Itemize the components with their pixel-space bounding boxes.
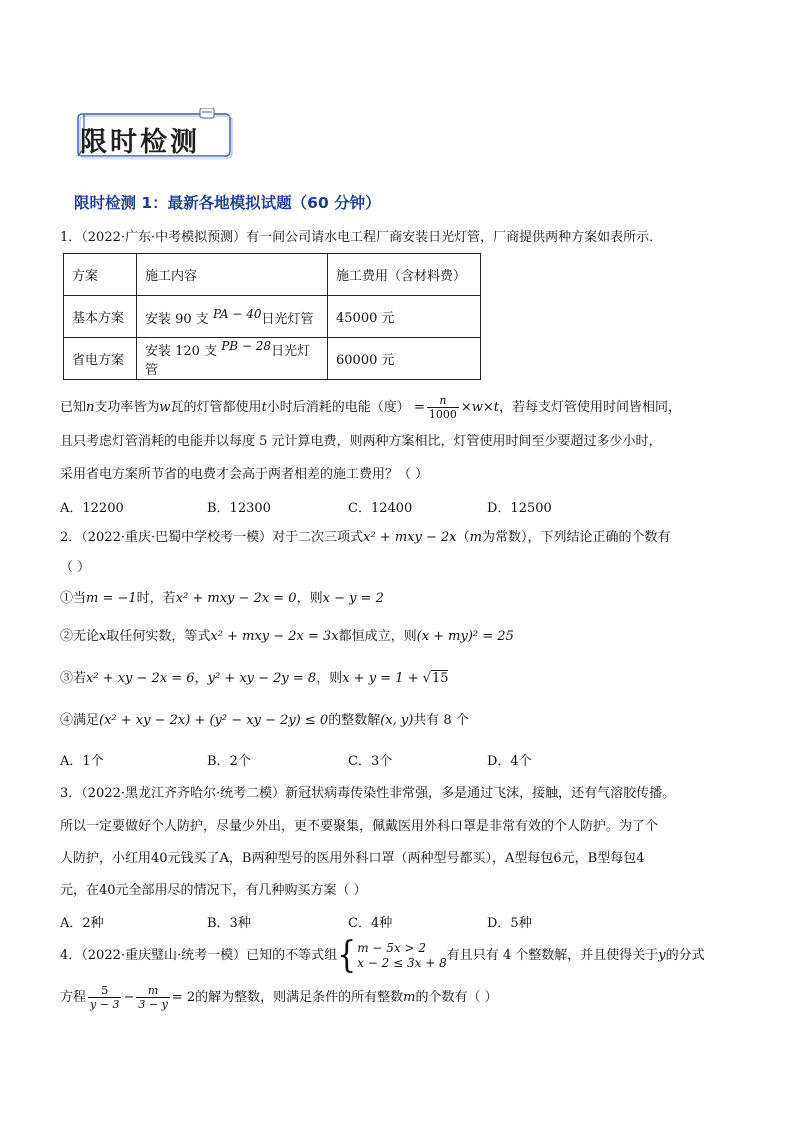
math-expression: x² + mxy − 2x = 0 [175, 591, 297, 606]
text: 取任何实数，等式 [106, 629, 211, 644]
q3-option-d: D．5种 [487, 916, 532, 931]
q2-answer-paren: （ ） [60, 560, 91, 575]
text: 共有 8 个 [413, 713, 469, 728]
var-m: m [403, 990, 416, 1005]
text: ②无论 [60, 629, 100, 644]
inequality-2: x − 2 ≤ 3x + 8 [357, 955, 447, 970]
q2-stem [60, 529, 670, 547]
text: 有且只有 4 个整数解，并且使得关于 [446, 948, 659, 963]
math-expression: x − y = 2 [322, 591, 384, 606]
text: 2．（2022·重庆·巴蜀中学校考一模）对于二次三项式 [60, 530, 364, 545]
fraction-1 [88, 984, 121, 1011]
table-cell-cost: 45000 元 [328, 296, 481, 338]
fraction-numerator: 5 [88, 984, 121, 998]
plan-table [63, 253, 481, 380]
q2-option-a: A．1个 [60, 754, 104, 769]
content-prefix: 安装 90 支 [145, 311, 209, 327]
text: ①当 [60, 591, 87, 606]
formula-rest: ×w×t [460, 400, 499, 415]
math-expression: x² + mxy − 2x = 3x [210, 629, 339, 644]
table-header-cell: 施工内容 [137, 254, 328, 296]
fraction-numerator: m [136, 984, 169, 998]
text: ④满足 [60, 713, 100, 728]
var-n: n [86, 400, 95, 415]
table-cell-content [137, 338, 328, 380]
q1-option-b: B．12300 [207, 501, 271, 516]
text: 的解为整数，则满足条件的所有整数 [195, 990, 404, 1005]
math-expression: (x, y) [380, 713, 414, 728]
equals-two: = 2 [171, 990, 196, 1005]
text: 方程 [60, 990, 87, 1005]
math-expression: m = −1 [86, 591, 137, 606]
lamp-model: PA − 40 [212, 306, 262, 321]
fraction-numerator: n [427, 394, 459, 408]
left-brace: { [337, 933, 357, 976]
table-row [64, 338, 481, 380]
inequality-system [357, 941, 447, 971]
var-y: y [658, 948, 666, 963]
text: 瓦的灯管都使用 [170, 400, 262, 415]
fraction-denominator: 3 − y [138, 998, 168, 1011]
fraction-2 [136, 984, 169, 1011]
math-expression: x + y = 1 + [342, 671, 423, 686]
content-prefix: 安装 120 支 [145, 344, 218, 359]
fraction-denominator: 1000 [428, 408, 457, 421]
section-title: 限时检测 1：最新各地模拟试题（60 分钟） [74, 194, 381, 212]
q3-line-3: 人防护，小红用40元钱买了A，B两种型号的医用外科口罩（两种型号都买），A型每包6元，B型每包4 [60, 851, 645, 866]
q1-text-line1 [60, 394, 681, 421]
banner-title: 限时检测 [80, 127, 200, 158]
q2-option-d: D．4个 [487, 754, 532, 769]
text: ③若 [60, 671, 87, 686]
text: 的整数解 [328, 713, 381, 728]
var-t: t [261, 400, 267, 415]
table-row [64, 296, 481, 338]
content-suffix: 日光灯管 [261, 311, 314, 327]
fraction-denominator: y − 3 [90, 998, 120, 1011]
q2-statement-2 [60, 628, 514, 646]
inequality-1: m − 5x > 2 [357, 940, 427, 955]
q3-line-1: 3．（2022·黑龙江齐齐哈尔·统考二模）新冠状病毒传染性非常强，多是通过飞沫，接触，还有气溶胶传播。 [60, 786, 676, 801]
q2-statement-4 [60, 712, 469, 730]
table-cell-plan: 省电方案 [64, 338, 137, 380]
q1-option-a: A．12200 [60, 501, 124, 516]
var-x: x [99, 629, 107, 644]
q1-text-line2: 且只考虑灯管消耗的电能并以每度 5 元计算电费，则两种方案相比，灯管使用时间至少要超过多少小时， [60, 434, 662, 449]
text: 时，若 [136, 591, 176, 606]
math-expression: (x² + xy − 2x) + (y² − xy − 2y) ≤ 0 [99, 713, 329, 728]
text: （ [456, 530, 470, 545]
q4-stem [60, 933, 705, 976]
table-header-cell: 方案 [64, 254, 137, 296]
text: ，则 [296, 591, 323, 606]
var-m: m [469, 530, 482, 545]
text: 已知 [60, 400, 87, 415]
equals-sign: = [413, 400, 425, 415]
minus-sign: − [123, 990, 135, 1005]
text: 支功率皆为 [94, 400, 160, 415]
table-cell-plan: 基本方案 [64, 296, 137, 338]
energy-fraction [427, 394, 459, 421]
text: ， [194, 671, 208, 686]
math-expression: (x + my)² = 25 [416, 629, 514, 644]
text: 为常数），下列结论正确的个数有 [481, 530, 671, 545]
table-cell-content [137, 296, 328, 338]
sqrt-symbol: √ [422, 671, 431, 686]
text: ，则 [316, 671, 343, 686]
q2-option-b: B．2个 [207, 754, 251, 769]
q2-statement-3 [60, 670, 448, 688]
q3-option-a: A．2种 [60, 916, 104, 931]
q1-option-c: C．12400 [348, 501, 413, 516]
text: 的分式 [665, 948, 705, 963]
polynomial-expression: x² + mxy − 2x [363, 530, 457, 545]
q3-option-b: B．3种 [207, 916, 251, 931]
text: 小时后消耗的电能（度） [266, 400, 410, 415]
table-cell-cost: 60000 元 [328, 338, 481, 380]
text: 都恒成立，则 [338, 629, 417, 644]
q3-line-4: 元，在40元全部用尽的情况下，有几种购买方案（ ） [60, 883, 367, 898]
table-header-cell: 施工费用（含材料费） [328, 254, 481, 296]
q3-line-2: 所以一定要做好个人防护，尽量少外出，更不要聚集，佩戴医用外科口罩是非常有效的个人防护。为了个 [60, 819, 659, 834]
text: 的个数有（ ） [415, 990, 498, 1005]
text: ，若每支灯管使用时间皆相同， [499, 400, 682, 415]
q3-option-c: C．4种 [348, 916, 393, 931]
q2-statement-1 [60, 590, 384, 608]
lamp-model: PB − 28 [221, 339, 272, 353]
table-header-row [64, 254, 481, 296]
q1-text-line3: 采用省电方案所节省的电费才会高于两者相差的施工费用？（ ） [60, 467, 429, 482]
q4-line-2 [60, 982, 498, 1014]
sqrt-radicand: 15 [431, 671, 449, 686]
q2-option-c: C．3个 [348, 754, 393, 769]
text: 4．（2022·重庆璧山·统考一模）已知的不等式组 [60, 948, 338, 963]
math-expression: y² + xy − 2y = 8 [207, 671, 317, 686]
q1-stem: 1．（2022·广东·中考模拟预测）有一间公司请水电工程厂商安装日光灯管，厂商提供两种方案如表所示． [60, 230, 663, 245]
var-w: w [159, 400, 171, 415]
math-expression: x² + xy − 2x = 6 [86, 671, 195, 686]
q1-option-d: D．12500 [487, 501, 552, 516]
content-suffix: 日光灯管 [145, 344, 311, 378]
